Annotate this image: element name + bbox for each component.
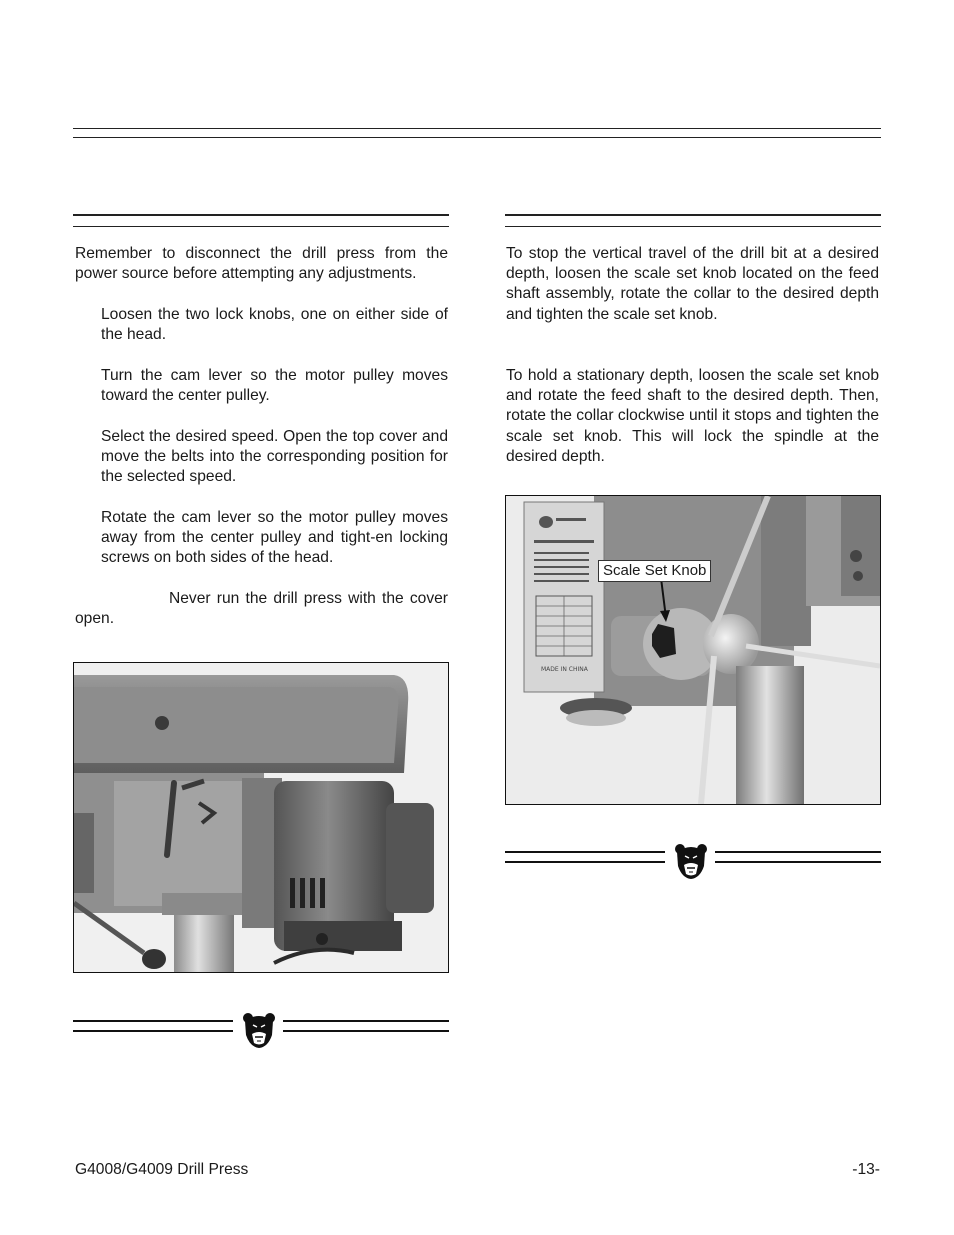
right-section-heading-rule: [505, 214, 881, 227]
stationary-depth-paragraph: To hold a stationary depth, loosen the scale set knob and rotate the feed shaft to the desired depth. Then, rotate the collar clockwise until it stops and tighten the scale set knob. This will lock the spindle at the desired depth.: [506, 367, 879, 465]
note-paragraph: Never run the drill press with the cover open.: [75, 590, 448, 628]
depth-stop-paragraph: To stop the vertical travel of the drill bit at a desired depth, loosen the scale set knob located on the feed shaft assembly, rotate the collar to the desired depth and tighten the scale set knob.: [506, 245, 879, 323]
scale-set-knob-photo: [505, 495, 881, 805]
bear-logo-icon: [673, 842, 709, 880]
step-4: Rotate the cam lever so the motor pulley moves away from the center pulley and tight-en locking screws on both sides of the head.: [101, 509, 448, 567]
nameplate-made-in: MADE IN CHINA: [541, 666, 588, 673]
step-3: Select the desired speed. Open the top cover and move the belts into the corresponding position for the selected speed.: [101, 428, 448, 486]
intro-paragraph: Remember to disconnect the drill press from the power source before attempting any adjustments.: [75, 245, 448, 283]
step-1: Loosen the two lock knobs, one on either side of the head.: [101, 306, 448, 344]
step-2: Turn the cam lever so the motor pulley moves toward the center pulley.: [101, 367, 448, 405]
header-double-rule: [73, 128, 881, 138]
footer-model: G4008/G4009 Drill Press: [75, 1161, 249, 1178]
scale-set-knob-callout: Scale Set Knob: [598, 560, 711, 582]
drill-press-head-photo: [73, 662, 449, 973]
left-bear-separator: [73, 1020, 449, 1034]
left-section-heading-rule: [73, 214, 449, 227]
right-bear-separator: [505, 851, 881, 865]
footer-page-number: -13-: [852, 1161, 880, 1178]
bear-logo-icon: [241, 1011, 277, 1049]
